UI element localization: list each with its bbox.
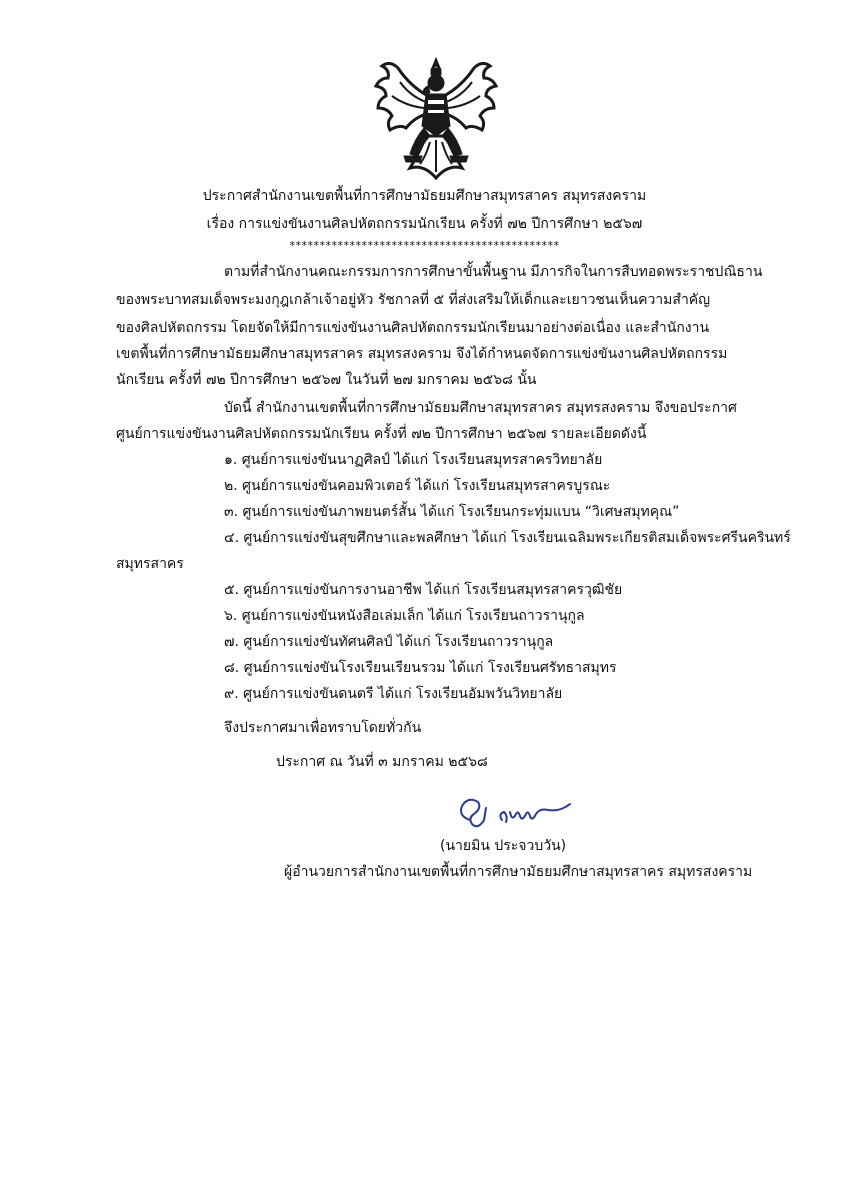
list-item: ๑. ศูนย์การแข่งขันนาฏศิลป์ ได้แก่ โรงเรียนสมุทรสาครวิทยาลัย xyxy=(224,452,603,468)
paragraph-1-line-1: ตามที่สำนักงานคณะกรรมการการศึกษาขั้นพื้นฐาน มีภารกิจในการสืบทอดพระราชปณิธาน xyxy=(224,264,763,280)
garuda-emblem-icon xyxy=(370,56,502,180)
list-item: ๒. ศูนย์การแข่งขันคอมพิวเตอร์ ได้แก่ โรงเรียนสมุทรสาครบูรณะ xyxy=(224,478,611,494)
paragraph-2-line-2: ศูนย์การแข่งขันงานศิลปหัตถกรรมนักเรียน ครั้งที่ ๗๒ ปีการศึกษา ๒๕๖๗ รายละเอียดดังนี้ xyxy=(116,426,647,442)
signatory-position: ผู้อำนวยการสำนักงานเขตพื้นที่การศึกษามัธยมศึกษาสมุทรสาคร สมุทรสงคราม xyxy=(284,864,753,880)
list-item: ๔. ศูนย์การแข่งขันสุขศึกษาและพลศึกษา ได้แก่ โรงเรียนเฉลิมพระเกียรติสมเด็จพระศรีนครินทร์ xyxy=(224,530,791,546)
paragraph-1-line-2: ของพระบาทสมเด็จพระมงกุฎเกล้าเจ้าอยู่หัว รัชกาลที่ ๕ ที่ส่งเสริมให้เด็กและเยาวชนเห็นความสำคัญ xyxy=(116,292,711,308)
announcement-subject: เรื่อง การแข่งขันงานศิลปหัตถกรรมนักเรียน ครั้งที่ ๗๒ ปีการศึกษา ๒๕๖๗ xyxy=(206,216,643,232)
list-item: ๘. ศูนย์การแข่งขันโรงเรียนเรียนรวม ได้แก่ โรงเรียนศรัทธาสมุทร xyxy=(224,660,617,676)
announcement-title: ประกาศสำนักงานเขตพื้นที่การศึกษามัธยมศึกษาสมุทรสาคร สมุทรสงคราม xyxy=(202,188,647,204)
paragraph-1-line-4: เขตพื้นที่การศึกษามัธยมศึกษาสมุทรสาคร สมุทรสงคราม จึงได้กำหนดจัดการแข่งขันงานศิลปหัตถกรรม xyxy=(116,346,728,362)
closing-statement: จึงประกาศมาเพื่อทราบโดยทั่วกัน xyxy=(224,720,422,736)
paragraph-1-line-5: นักเรียน ครั้งที่ ๗๒ ปีการศึกษา ๒๕๖๗ ในวันที่ ๒๗ มกราคม ๒๕๖๘ นั้น xyxy=(116,372,537,388)
list-item: ๙. ศูนย์การแข่งขันดนตรี ได้แก่ โรงเรียนอัมพวันวิทยาลัย xyxy=(224,686,563,702)
list-item-continuation: สมุทรสาคร xyxy=(116,556,184,572)
list-item: ๗. ศูนย์การแข่งขันทัศนศิลป์ ได้แก่ โรงเรียนถาวรานุกูล xyxy=(224,634,554,650)
paragraph-1-line-3: ของศิลปหัตถกรรม โดยจัดให้มีการแข่งขันงานศิลปหัตถกรรมนักเรียนมาอย่างต่อเนื่อง และสำนักงาน xyxy=(116,320,710,336)
list-item: ๕. ศูนย์การแข่งขันการงานอาชีพ ได้แก่ โรงเรียนสมุทรสาครวุฒิชัย xyxy=(224,582,623,598)
list-item: ๓. ศูนย์การแข่งขันภาพยนตร์สั้น ได้แก่ โรงเรียนกระทุ่มแบน “วิเศษสมุทคุณ” xyxy=(224,504,680,520)
announcement-date: ประกาศ ณ วันที่ ๓ มกราคม ๒๕๖๘ xyxy=(276,754,488,770)
separator-line: ********************************************* xyxy=(289,239,560,252)
list-item: ๖. ศูนย์การแข่งขันหนังสือเล่มเล็ก ได้แก่ โรงเรียนถาวรานุกูล xyxy=(224,608,585,624)
signatory-name: (นายมิน ประจวบวัน) xyxy=(440,838,567,854)
paragraph-2-line-1: บัดนี้ สำนักงานเขตพื้นที่การศึกษามัธยมศึกษาสมุทรสาคร สมุทรสงคราม จึงขอประกาศ xyxy=(224,400,737,416)
handwritten-signature-icon xyxy=(452,790,582,836)
